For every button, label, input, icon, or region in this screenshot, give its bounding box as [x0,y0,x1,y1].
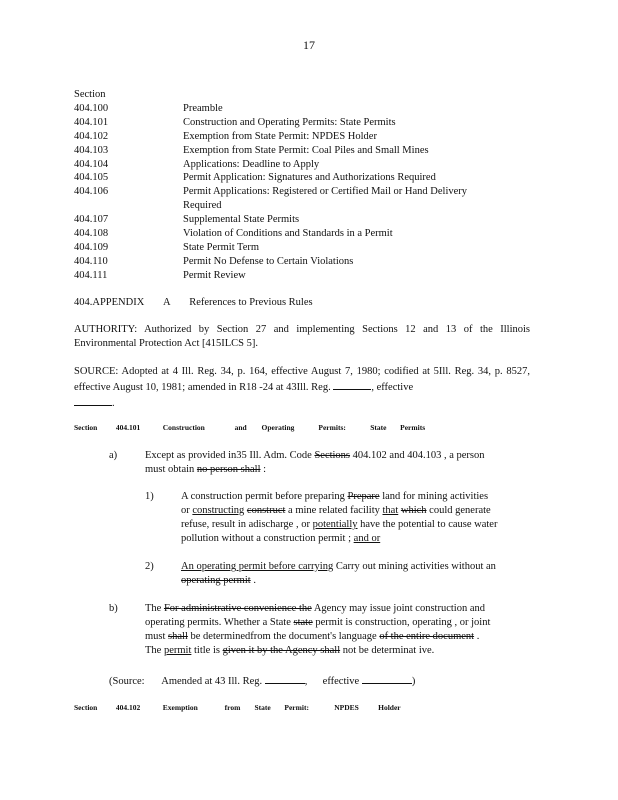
toc-section-number: 404.100 [74,102,109,114]
toc-section-title: Exemption from State Permit: NPDES Holder [183,130,377,142]
text-run: must [145,631,169,642]
toc-section-number: 404.107 [74,214,109,226]
text-run: Except as provided in35 Ill. Adm. Code [145,450,315,461]
text-run: title is [191,645,223,656]
blank-line [333,379,371,390]
inserted-text: and or [353,533,381,544]
struck-text: construct [246,505,286,516]
inserted-text: permit [163,645,192,656]
toc-section-title: Permit Application: Signatures and Authorizations Required [183,172,436,184]
toc-section-title: Exemption from State Permit: Coal Piles and Small Mines [183,144,429,156]
text-run: must obtain [145,464,197,475]
text-run: . [250,575,256,586]
section-number: 404.101 [115,423,141,432]
text-run: could generate [426,505,491,516]
text-run: pollution without a construction permit ; [181,533,354,544]
subsection-a-label: a) [109,450,118,461]
source-note: (Source: Amended at 43 Ill. Reg. , effective ) [109,673,449,689]
struck-text: Prepare [347,491,380,502]
struck-text: no person shall [196,464,261,475]
section-title-word: State [370,423,387,432]
toc-rows [74,102,503,283]
section-title-word: and [234,423,247,432]
text-run: Carry out mining activities without an [333,561,496,572]
toc-row [74,171,503,185]
toc-row [74,185,503,213]
struck-text: Sections [314,450,351,461]
struck-text: shall [168,631,188,642]
section-title-word: Holder [378,703,401,712]
section-404-101-heading [74,423,425,432]
text-run: The [145,603,164,614]
toc-section-number: 404.108 [74,228,109,240]
appendix-label: 404.APPENDIX [74,297,145,308]
text-run: The [145,645,164,656]
toc-row [74,269,503,283]
item-2-label: 2) [145,561,154,572]
inserted-text: constructing [192,505,245,516]
section-404-102-heading [74,703,401,712]
toc-row [74,102,503,116]
page-number: 17 [303,38,315,52]
section-title-word: Exemption [162,703,198,712]
toc-row [74,213,503,227]
text-run: ) [411,676,416,687]
toc-row [74,144,503,158]
section-word: Section [74,703,98,712]
toc-section-number: 404.111 [74,269,108,281]
section-title-word: NPDES [334,703,359,712]
blank-line [362,673,412,684]
text-run: effective [322,676,360,687]
toc-section-number: 404.105 [74,172,109,184]
table-of-contents [74,88,503,283]
toc-section-title: Construction and Operating Permits: State Permits [183,116,396,128]
toc-section-number: 404.104 [74,158,109,170]
section-title-word: Construction [162,423,205,432]
text-run: 404.102 and 404.103 , a person [350,450,485,461]
toc-section-number: 404.110 [74,255,108,267]
text-run: be determinedfrom the document's language [187,631,380,642]
appendix-line [74,296,374,310]
blank-line [74,395,112,406]
text-run: or [181,505,193,516]
source-effective: effective [376,382,414,393]
toc-section-title: Permit Applications: Registered or Certified Mail or Hand Delivery Required [183,186,468,212]
toc-row [74,116,503,130]
struck-text: For administrative convenience the [163,603,312,614]
text-run: refuse, result in adischarge , or [181,519,313,530]
text-run: (Source: [109,676,145,687]
toc-row [74,255,503,269]
toc-row [74,227,503,241]
struck-text: which [400,505,427,516]
section-title-word: Operating [261,423,295,432]
toc-section-title: Violation of Conditions and Standards in a Permit [183,228,393,240]
toc-section-number: 404.106 [74,186,109,198]
toc-row [74,158,503,172]
toc-heading: Section [74,89,106,100]
subsection-a-text [145,449,525,477]
toc-section-title: Permit No Defense to Certain Violations [183,255,354,267]
subsection-b-text [145,602,535,658]
section-word: Section [74,423,98,432]
text-run: : [260,464,267,475]
text-run: Agency may issue joint construction and [311,603,486,614]
toc-section-title: Supplemental State Permits [183,214,300,226]
text-run: . [474,631,480,642]
text-run: have the potential to cause water [357,519,498,530]
section-title-word: Permits: [318,423,346,432]
blank-line [265,673,305,684]
text-run: operating permits. Whether a State [145,617,294,628]
text-run: land for mining activities [379,491,489,502]
toc-row [74,130,503,144]
inserted-text: An operating permit before carrying [181,561,334,572]
struck-text: operating permit [181,575,251,586]
section-title-word: from [224,703,241,712]
text-run: Amended at 43 Ill. Reg. [161,676,263,687]
toc-section-title: Preamble [183,102,223,114]
toc-section-title: State Permit Term [183,241,260,253]
authority-paragraph: AUTHORITY: Authorized by Section 27 and implementing Sections 12 and 13 of the Illinois Environmental Protection Act [415ILCS 5]. [74,324,530,349]
struck-text: given it by the Agency shall [222,645,341,656]
source-paragraph: SOURCE: Adopted at 4 Ill. Reg. 34, p. 164, effective August 7, 1980; codified at 5Ill. Reg. 34, p. 8527, effective August 10, 1981; amended in R18 -24 at 43Ill. Reg. , effective . [74,366,530,409]
toc-row [74,241,503,255]
inserted-text: that [382,505,399,516]
struck-text: state [293,617,313,628]
subsection-b-label: b) [109,603,118,614]
inserted-text: potentially [312,519,358,530]
toc-section-title: Applications: Deadline to Apply [183,158,320,170]
struck-text: of the entire document [379,631,475,642]
source-text: SOURCE: Adopted at 4 Ill. Reg. 34, p. 164, effective August 7, 1980; codified at 5Ill. Reg. 34, p. 8527, effective August 10, 1981; amended in R18 -24 at 43Ill. Reg. [74,366,530,393]
toc-section-title: Permit Review [183,269,246,281]
text-run: permit is construction, operating , or joint [312,617,491,628]
toc-section-number: 404.109 [74,241,109,253]
toc-section-number: 404.103 [74,144,109,156]
appendix-title: References to Previous Rules [189,297,313,308]
toc-section-number: 404.101 [74,116,109,128]
toc-section-number: 404.102 [74,130,109,142]
item-1-label: 1) [145,491,154,502]
text-run: A construction permit before preparing [181,491,348,502]
section-title-word: Permits [400,423,426,432]
text-run: not be determinat ive. [340,645,435,656]
section-title-word: Permit: [284,703,309,712]
section-number: 404.102 [115,703,141,712]
section-title-word: State [254,703,271,712]
appendix-letter: A [162,297,170,308]
text-run: a mine related facility [285,505,383,516]
item-1-text [181,490,536,546]
item-2-text [181,560,536,588]
